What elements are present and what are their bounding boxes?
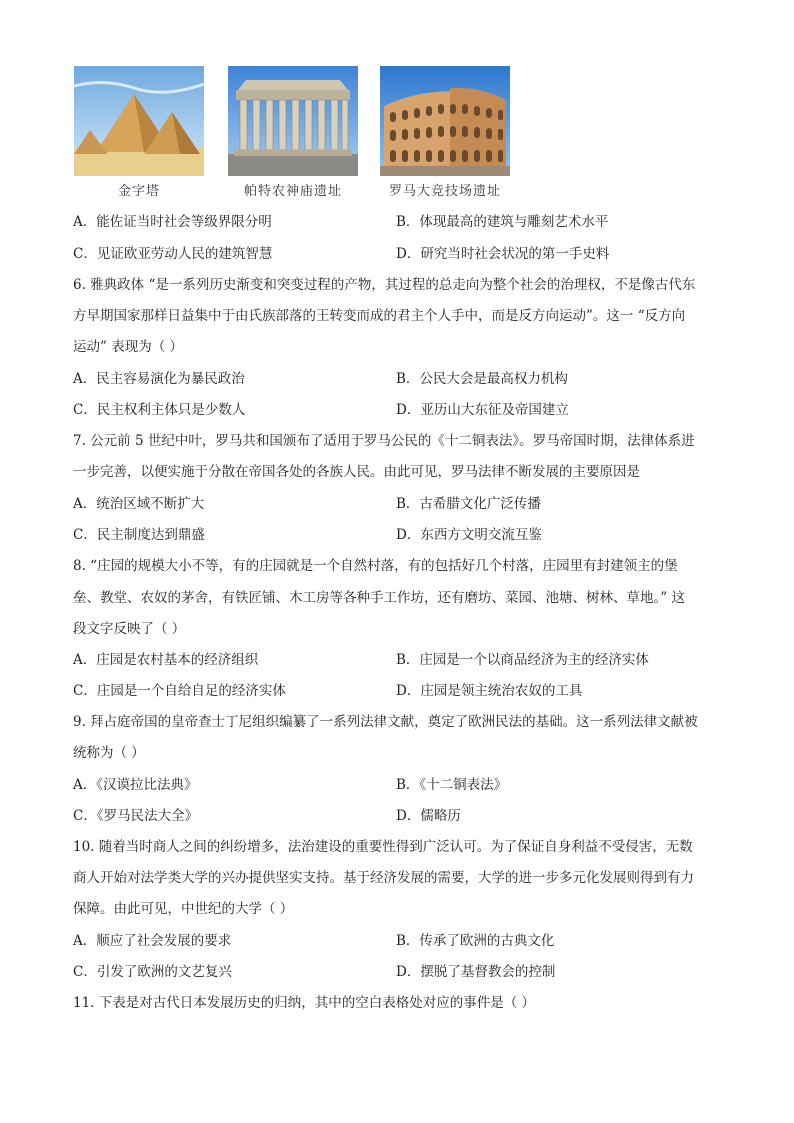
q11-stem-line: 11. 下表是对古代日本发展历史的归纳，其中的空白表格处对应的事件是（ ） xyxy=(73,995,536,1011)
q10-option-b[interactable]: B．传承了欧洲的古典文化 xyxy=(396,933,555,949)
figure-caption: 帕特农神庙遗址 xyxy=(243,184,342,199)
q9-option-a[interactable]: A．《汉谟拉比法典》 xyxy=(73,777,198,793)
q8-option-b[interactable]: B．庄园是一个以商品经济为主的经济实体 xyxy=(396,652,649,668)
q9-option-b[interactable]: B．《十二铜表法》 xyxy=(396,777,508,793)
figure-colosseum xyxy=(380,66,510,199)
q9-stem-line: 9. 拜占庭帝国的皇帝查士丁尼组织编纂了一系列法律文献，奠定了欧洲民法的基础。这一系列法律文献被 xyxy=(73,714,698,730)
q8-option-d[interactable]: D．庄园是领主统治农奴的工具 xyxy=(396,683,583,699)
q6-stem-line: 运动” 表现为（ ） xyxy=(73,339,183,355)
q8-stem-line: 8. “庄园的规模大小不等，有的庄园就是一个自然村落，有的包括好几个村落，庄园里有封建领主的堡 xyxy=(73,558,678,574)
q5-option-d[interactable]: D．研究当时社会状况的第一手史料 xyxy=(396,246,610,262)
q10-option-d[interactable]: D．摆脱了基督教会的控制 xyxy=(396,964,556,980)
q6-stem-line: 6. 雅典政体 “是一系列历史渐变和突变过程的产物，其过程的总走向为整个社会的治理权，不是像古代东 xyxy=(73,277,696,293)
q10-stem-line: 保障。由此可见，中世纪的大学（ ） xyxy=(73,901,294,917)
q8-option-a[interactable]: A．庄园是农村基本的经济组织 xyxy=(73,652,259,668)
q6-option-c[interactable]: C．民主权利主体只是少数人 xyxy=(73,402,246,418)
q8-stem-line: 垒、教堂、农奴的茅舍，有铁匠铺、木工房等各种手工作坊，还有磨坊、菜园、池塘、树林、草地。” 这 xyxy=(73,590,685,606)
q9-stem-line: 统称为（ ） xyxy=(73,745,145,761)
q5-option-b[interactable]: B．体现最高的建筑与雕刻艺术水平 xyxy=(396,214,609,230)
q10-option-c[interactable]: C．引发了欧洲的文艺复兴 xyxy=(73,964,232,980)
q8-option-c[interactable]: C．庄园是一个自给自足的经济实体 xyxy=(73,683,286,699)
q7-stem-line: 一步完善，以便实施于分散在帝国各处的各族人民。由此可见，罗马法律不断发展的主要原因是 xyxy=(73,464,640,480)
q6-option-a[interactable]: A．民主容易演化为暴民政治 xyxy=(73,371,245,387)
figure-parthenon xyxy=(228,66,358,199)
colosseum-image xyxy=(380,66,510,176)
figure-caption: 罗马大竞技场遗址 xyxy=(388,184,501,199)
q6-option-b[interactable]: B．公民大会是最高权力机构 xyxy=(396,371,568,387)
q9-option-d[interactable]: D．儒略历 xyxy=(396,808,461,824)
q10-option-a[interactable]: A．顺应了社会发展的要求 xyxy=(73,933,232,949)
q6-option-d[interactable]: D．亚历山大东征及帝国建立 xyxy=(396,402,569,418)
q7-option-b[interactable]: B．古希腊文化广泛传播 xyxy=(396,496,541,512)
q7-stem-line: 7. 公元前 5 世纪中叶，罗马共和国颁布了适用于罗马公民的《十二铜表法》。罗马帝国时期，法律体系进 xyxy=(73,433,695,449)
q5-option-c[interactable]: C．见证欧亚劳动人民的建筑智慧 xyxy=(73,246,273,262)
parthenon-image xyxy=(228,66,358,176)
q7-option-c[interactable]: C．民主制度达到鼎盛 xyxy=(73,527,205,543)
q9-option-c[interactable]: C．《罗马民法大全》 xyxy=(73,808,199,824)
figure-row xyxy=(74,66,514,206)
figure-pyramids xyxy=(74,66,204,199)
q7-option-d[interactable]: D．东西方文明交流互鉴 xyxy=(396,527,542,543)
q5-option-a[interactable]: A．能佐证当时社会等级界限分明 xyxy=(73,214,272,230)
q6-stem-line: 方早期国家那样日益集中于由氏族部落的王转变而成的君主个人手中，而是反方向运动”。这一 “反方向 xyxy=(73,308,686,324)
pyramids-image xyxy=(74,66,204,176)
figure-caption: 金字塔 xyxy=(117,184,160,199)
q8-stem-line: 段文字反映了（ ） xyxy=(73,621,186,637)
q10-stem-line: 商人开始对法学类大学的兴办提供坚实支持。基于经济发展的需要，大学的进一步多元化发展则得到有力 xyxy=(73,870,694,886)
q7-option-a[interactable]: A．统治区域不断扩大 xyxy=(73,496,205,512)
q10-stem-line: 10. 随着当时商人之间的纠纷增多，法治建设的重要性得到广泛认可。为了保证自身利益不受侵害，无数 xyxy=(73,839,693,855)
